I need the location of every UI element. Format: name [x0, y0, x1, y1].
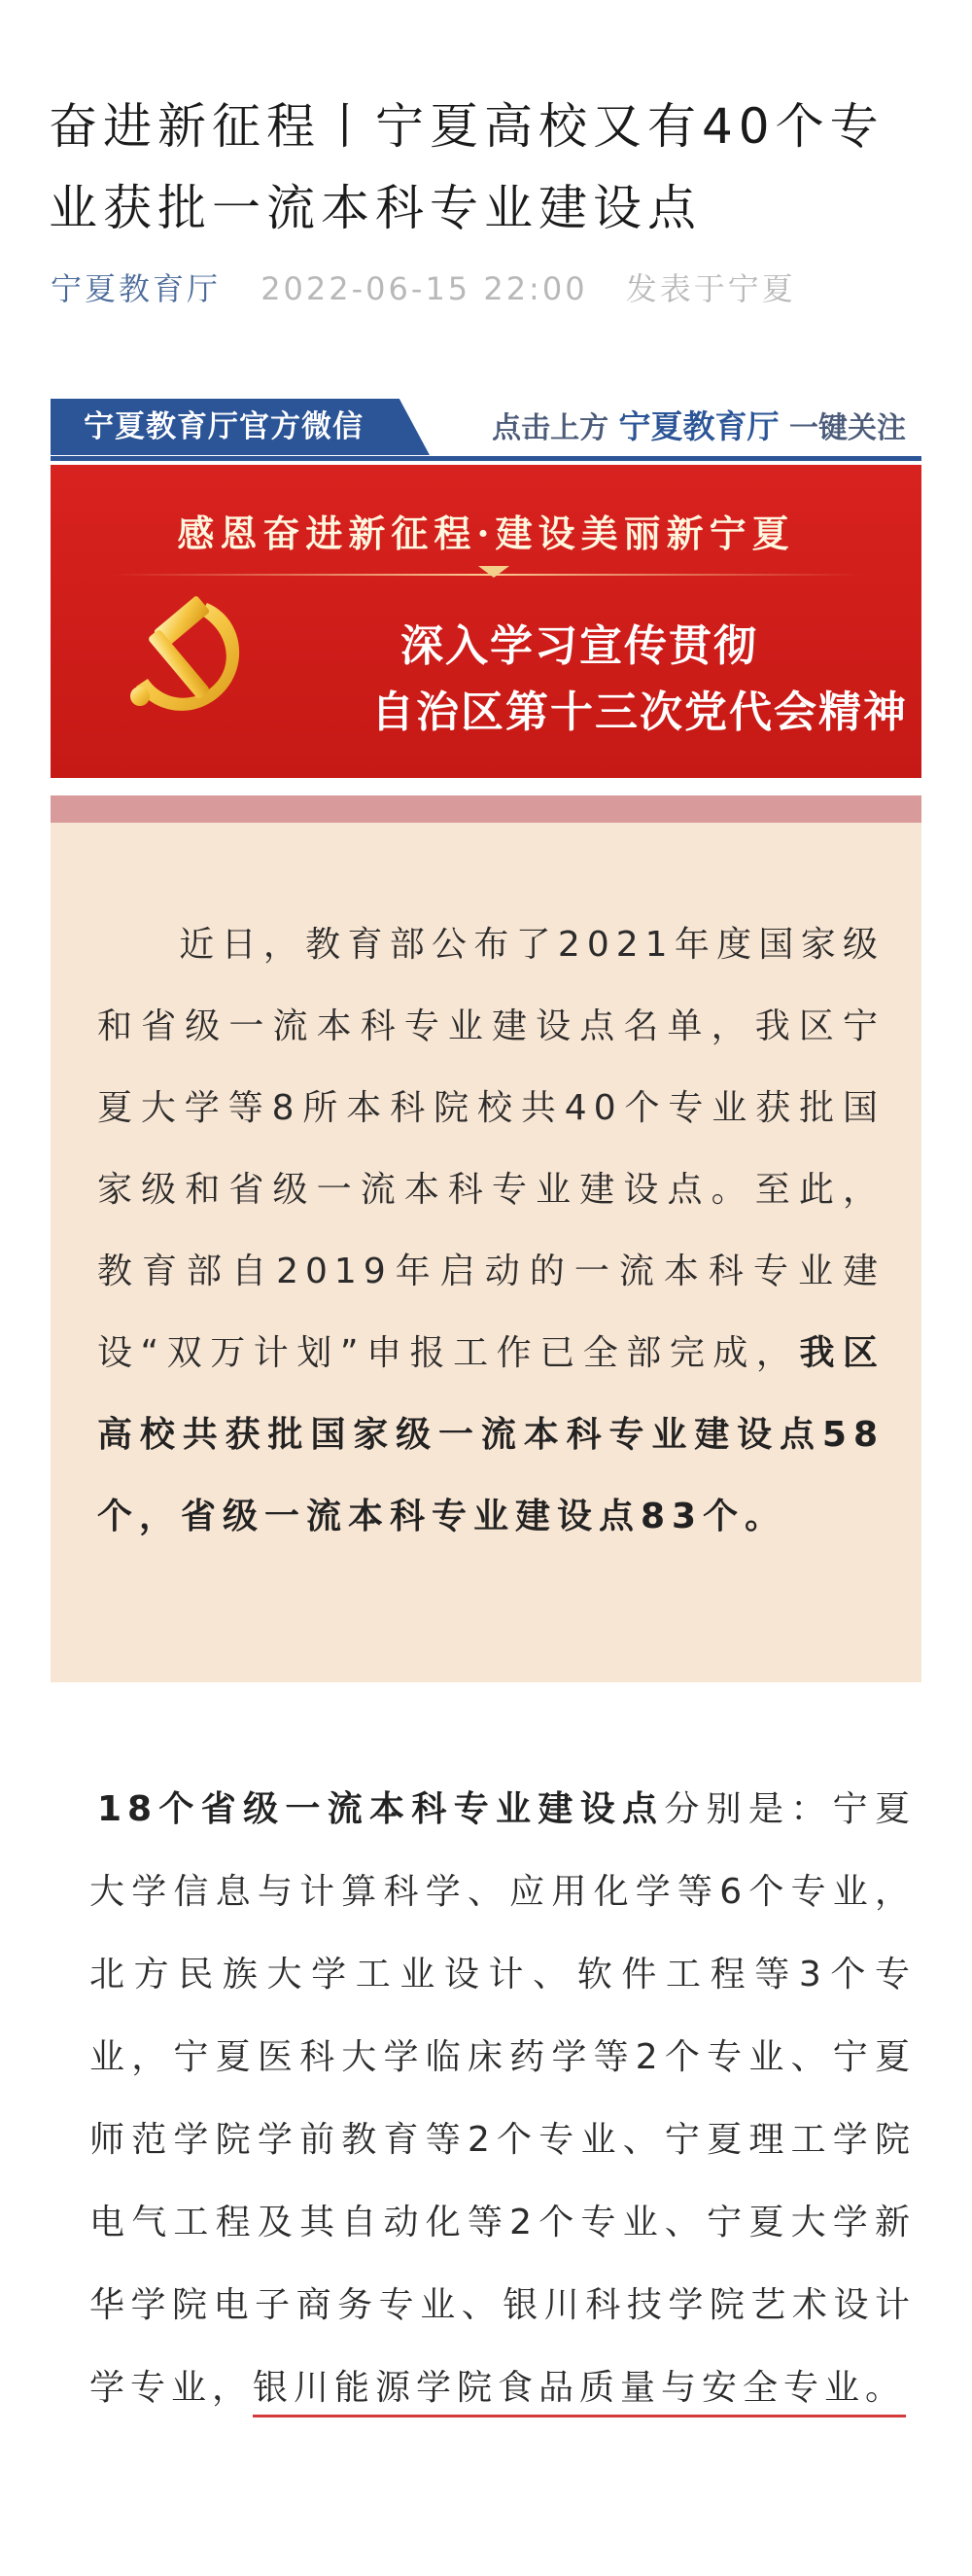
- publish-date: 2022-06-15 22:00: [260, 270, 588, 307]
- intro-box: [51, 795, 921, 1682]
- publish-location: 发表于宁夏: [625, 270, 796, 307]
- follow-suffix: 一键关注: [789, 411, 906, 445]
- follow-bar[interactable]: [51, 399, 921, 455]
- banner-headline-1: 深入学习宣传贯彻: [400, 621, 758, 671]
- follow-prefix: 点击上方: [492, 411, 609, 445]
- follow-prompt[interactable]: [492, 399, 906, 457]
- intro-bold-text: 我区高校共获批国家级一流本科专业建设点58个，省级一流本科专业建设点83个。: [97, 1333, 885, 1536]
- banner-headline-2: 自治区第十三次党代会精神: [371, 688, 908, 737]
- article-meta: [51, 265, 796, 309]
- intro-text: 近日，教育部公布了2021年度国家级和省级一流本科专业建设点名单，我区宁夏大学等8所本科院校共40个专业获批国家级和省级一流本科专业建设点。至此，教育部自2019年启动的一流本科专业建设“双万计划”申报工作已全部完成，: [97, 925, 885, 1373]
- intro-box-stripe: [51, 795, 921, 823]
- provincial-lead: 18个省级一流本科专业建设点: [97, 1789, 665, 1829]
- follow-account-name: 宁夏教育厅: [618, 407, 780, 445]
- hammer-sickle-emblem-icon: [115, 582, 260, 727]
- official-account-label: 宁夏教育厅官方微信: [84, 409, 364, 444]
- provincial-paragraph: [89, 1768, 916, 2429]
- provincial-text: 分别是：宁夏大学信息与计算科学、应用化学等6个专业，北方民族大学工业设计、软件工程等3个专业，宁夏医科大学临床药学等2个专业、宁夏师范学院学前教育等2个专业、宁夏理工学院电气工程及其自动化等2个专业、宁夏大学新华学院电子商务专业、银川科技学院艺术设计学专业，: [89, 1789, 916, 2408]
- follow-bar-underline: [51, 456, 921, 461]
- intro-paragraph: [97, 904, 885, 1558]
- slogan-banner: [51, 465, 921, 778]
- banner-slogan: 感恩奋进新征程·建设美丽新宁夏: [177, 512, 795, 555]
- divider-pointer: [478, 566, 509, 578]
- article-title: 奋进新征程丨宁夏高校又有40个专业获批一流本科专业建设点: [49, 98, 885, 236]
- highlighted-major: 银川能源学院食品质量与安全专业。: [253, 2368, 907, 2408]
- header-banner: [51, 399, 921, 778]
- author-link[interactable]: 宁夏教育厅: [51, 270, 222, 307]
